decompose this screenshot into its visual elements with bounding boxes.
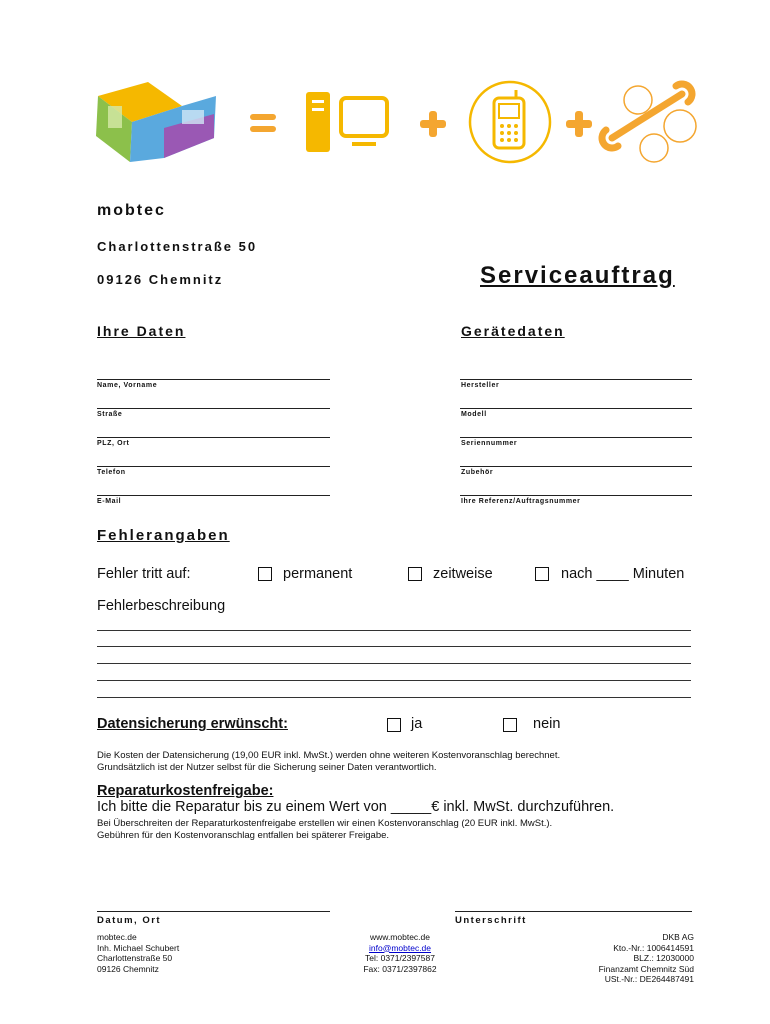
footer-domain: mobtec.de [97, 932, 137, 942]
footer-street: Charlottenstraße 50 [97, 953, 173, 963]
repair-fee-note: Gebühren für den Kostenvoranschlag entfallen bei späterer Freigabe. [97, 830, 390, 841]
repair-release-statement: Ich bitte die Reparatur bis zu einem Wert von _____€ inkl. MwSt. durchzuführen. [97, 799, 615, 815]
description-line[interactable] [97, 680, 691, 681]
signature-label: Unterschrift [455, 915, 527, 926]
fault-description-label: Fehlerbeschreibung [97, 598, 226, 614]
street-field[interactable] [97, 408, 330, 409]
footer-fax: Fax: 0371/2397862 [363, 963, 437, 974]
manufacturer-field[interactable] [460, 379, 692, 380]
fault-section-heading: Fehlerangaben [97, 527, 230, 544]
description-line[interactable] [97, 663, 691, 664]
footer-email-link[interactable]: info@mobtec.de [368, 942, 432, 953]
fault-occurs-label: Fehler tritt auf: [97, 566, 191, 582]
company-street: Charlottenstraße 50 [97, 239, 258, 254]
name-field[interactable] [97, 379, 330, 380]
serial-field[interactable] [460, 437, 692, 438]
device-section-heading: Gerätedaten [461, 323, 565, 339]
description-line[interactable] [97, 697, 691, 698]
backup-responsibility-note: Grundsätzlich ist der Nutzer selbst für die Sicherung seiner Daten verantwortlich. [97, 762, 437, 773]
plus-icon [420, 111, 446, 137]
footer-vat-id: USt.-Nr.: DE264487491 [604, 974, 694, 984]
model-field[interactable] [460, 408, 692, 409]
permanent-checkbox[interactable] [258, 567, 272, 581]
footer-account: Kto.-Nr.: 1006414591 [613, 942, 694, 953]
reference-field[interactable] [460, 495, 692, 496]
repair-estimate-note: Bei Überschreiten der Reparaturkostenfreigabe erstellen wir einen Kostenvoranschlag (20 EUR inkl. MwSt.). [97, 818, 553, 829]
mobtec-logo [96, 82, 216, 162]
description-line[interactable] [97, 630, 691, 631]
serial-label: Seriennummer [461, 440, 518, 447]
customer-section-heading: Ihre Daten [97, 323, 186, 339]
date-place-field[interactable] [97, 911, 330, 912]
mobile-phone-icon [470, 82, 550, 162]
banner-graphic [86, 66, 712, 178]
backup-yes-label: ja [411, 716, 423, 732]
wrench-icon [602, 84, 696, 162]
footer-tax-office: Finanzamt Chemnitz Süd [598, 963, 694, 974]
description-line[interactable] [97, 646, 691, 647]
backup-cost-note: Die Kosten der Datensicherung (19,00 EUR inkl. MwSt.) werden ohne weiteren Kostenvoranschlag berechnet. [97, 750, 561, 761]
intermittent-checkbox[interactable] [408, 567, 422, 581]
footer-bank: DKB AG [662, 932, 694, 942]
footer-city: 09126 Chemnitz [97, 963, 159, 974]
backup-yes-checkbox[interactable] [387, 718, 401, 732]
reference-label: Ihre Referenz/Auftragsnummer [461, 498, 581, 505]
footer-owner: Inh. Michael Schubert [97, 942, 180, 953]
backup-no-label: nein [533, 716, 561, 732]
phone-label: Telefon [97, 469, 126, 476]
zip-city-label: PLZ, Ort [97, 440, 130, 447]
email-label: E-Mail [97, 498, 122, 505]
accessories-label: Zubehör [461, 469, 494, 476]
after-minutes-label: nach ____ Minuten [561, 566, 685, 582]
footer-left [97, 932, 179, 974]
email-field[interactable] [97, 495, 330, 496]
header-banner [86, 66, 712, 178]
signature-field[interactable] [455, 911, 692, 912]
footer-right [599, 932, 694, 985]
after-minutes-checkbox[interactable] [535, 567, 549, 581]
footer-center [300, 932, 500, 974]
backup-heading: Datensicherung erwünscht: [97, 716, 288, 732]
footer-website: www.mobtec.de [370, 932, 430, 942]
company-city: 09126 Chemnitz [97, 272, 224, 287]
zip-city-field[interactable] [97, 437, 330, 438]
model-label: Modell [461, 411, 487, 418]
intermittent-label: zeitweise [433, 566, 493, 582]
plus-icon [566, 111, 592, 137]
repair-release-heading: Reparaturkostenfreigabe: [97, 783, 274, 799]
footer-blz: BLZ.: 12030000 [633, 953, 694, 963]
equals-icon [250, 114, 276, 120]
name-label: Name, Vorname [97, 382, 158, 389]
permanent-label: permanent [283, 566, 353, 582]
computer-icon [306, 92, 387, 152]
footer-phone: Tel: 0371/2397587 [365, 953, 435, 963]
backup-no-checkbox[interactable] [503, 718, 517, 732]
document-title: Serviceauftrag [480, 262, 675, 289]
accessories-field[interactable] [460, 466, 692, 467]
street-label: Straße [97, 411, 123, 418]
phone-field[interactable] [97, 466, 330, 467]
date-place-label: Datum, Ort [97, 915, 162, 926]
company-name: mobtec [97, 202, 166, 219]
manufacturer-label: Hersteller [461, 382, 500, 389]
